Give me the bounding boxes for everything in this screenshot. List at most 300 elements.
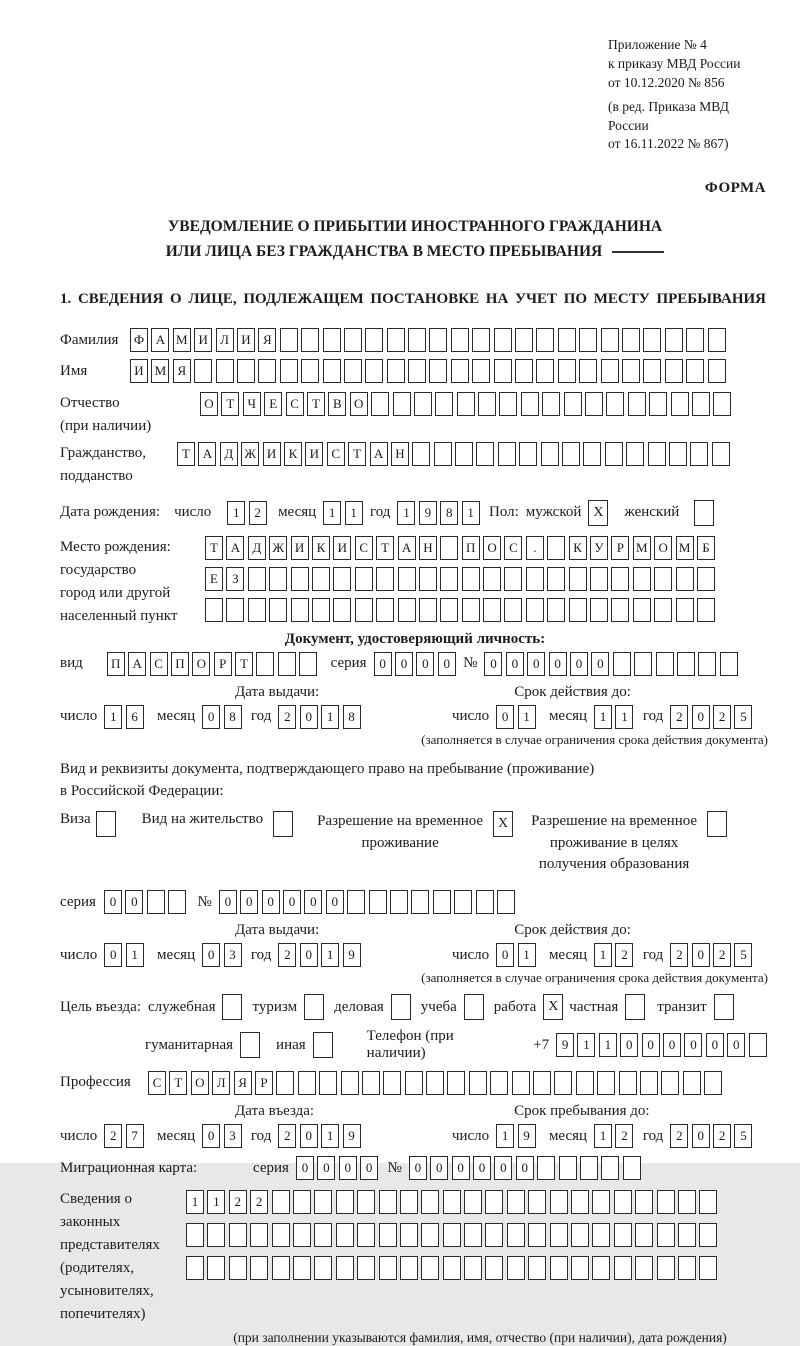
char-cell[interactable]: 3 [224,1124,242,1148]
char-cell[interactable] [692,392,710,416]
char-cell[interactable] [649,392,667,416]
char-cell[interactable]: 1 [321,1124,339,1148]
char-cell[interactable] [654,598,672,622]
char-cell[interactable]: 1 [518,705,536,729]
char-cell[interactable]: 1 [594,1124,612,1148]
birth-year-cells[interactable] [397,501,483,525]
char-cell[interactable] [592,1223,610,1247]
char-cell[interactable] [580,1156,598,1180]
char-cell[interactable]: 9 [419,501,437,525]
char-cell[interactable] [515,359,533,383]
char-cell[interactable] [256,652,274,676]
char-cell[interactable] [571,1190,589,1214]
char-cell[interactable]: М [151,359,169,383]
char-cell[interactable] [186,1256,204,1280]
char-cell[interactable] [605,442,623,466]
char-cell[interactable] [400,1190,418,1214]
char-cell[interactable]: 0 [527,652,545,676]
char-cell[interactable]: 1 [518,943,536,967]
purpose-delovaya-checkbox[interactable] [391,994,411,1020]
char-cell[interactable] [371,392,389,416]
purpose-gumanitarnaya-checkbox[interactable] [240,1032,260,1058]
char-cell[interactable]: 2 [250,1190,268,1214]
char-cell[interactable]: С [148,1071,166,1095]
profession-cells[interactable] [148,1071,726,1095]
char-cell[interactable] [614,1256,632,1280]
iddoc-number-cells[interactable] [484,652,741,676]
char-cell[interactable]: 2 [615,943,633,967]
char-cell[interactable]: Т [307,392,325,416]
char-cell[interactable] [669,442,687,466]
char-cell[interactable]: 5 [734,1124,752,1148]
char-cell[interactable] [597,1071,615,1095]
char-cell[interactable] [640,1071,658,1095]
char-cell[interactable]: 1 [207,1190,225,1214]
char-cell[interactable] [362,1071,380,1095]
char-cell[interactable] [528,1190,546,1214]
char-cell[interactable] [440,567,458,591]
char-cell[interactable]: Д [220,442,238,466]
char-cell[interactable] [472,328,490,352]
char-cell[interactable]: 0 [430,1156,448,1180]
char-cell[interactable]: 0 [360,1156,378,1180]
char-cell[interactable]: А [226,536,244,560]
char-cell[interactable] [483,567,501,591]
char-cell[interactable] [537,1156,555,1180]
char-cell[interactable] [411,890,429,914]
stay-month-cells[interactable] [594,1124,637,1148]
char-cell[interactable] [464,1223,482,1247]
char-cell[interactable]: А [151,328,169,352]
char-cell[interactable]: 0 [317,1156,335,1180]
char-cell[interactable] [686,328,704,352]
char-cell[interactable]: Ж [269,536,287,560]
char-cell[interactable] [708,328,726,352]
char-cell[interactable] [447,1071,465,1095]
char-cell[interactable]: Т [348,442,366,466]
permit-visa-checkbox[interactable] [96,811,116,837]
char-cell[interactable] [590,598,608,622]
char-cell[interactable]: Т [221,392,239,416]
char-cell[interactable] [455,442,473,466]
char-cell[interactable] [421,1223,439,1247]
char-cell[interactable]: 0 [300,705,318,729]
char-cell[interactable] [205,598,223,622]
entry-month-cells[interactable] [202,1124,245,1148]
char-cell[interactable] [333,567,351,591]
char-cell[interactable] [207,1256,225,1280]
permit-rvp-edu-checkbox[interactable] [707,811,727,837]
char-cell[interactable]: И [305,442,323,466]
char-cell[interactable] [583,442,601,466]
char-cell[interactable]: 0 [516,1156,534,1180]
char-cell[interactable] [536,359,554,383]
char-cell[interactable] [677,652,695,676]
char-cell[interactable] [507,1223,525,1247]
char-cell[interactable]: 1 [104,705,122,729]
char-cell[interactable] [421,1190,439,1214]
char-cell[interactable] [521,392,539,416]
char-cell[interactable]: 0 [409,1156,427,1180]
char-cell[interactable] [301,328,319,352]
char-cell[interactable]: 0 [374,652,392,676]
char-cell[interactable] [626,442,644,466]
permit-issue-year-cells[interactable] [278,943,364,967]
iddoc-valid-year-cells[interactable] [670,705,756,729]
char-cell[interactable]: 2 [615,1124,633,1148]
iddoc-issue-day-cells[interactable] [104,705,147,729]
char-cell[interactable] [365,328,383,352]
char-cell[interactable] [656,652,674,676]
char-cell[interactable]: 3 [224,943,242,967]
birthplace-cells-row1[interactable] [205,536,718,560]
char-cell[interactable] [454,890,472,914]
birthplace-cells-row3[interactable] [205,598,718,622]
char-cell[interactable]: 0 [283,890,301,914]
char-cell[interactable] [357,1256,375,1280]
char-cell[interactable]: О [192,652,210,676]
char-cell[interactable]: С [327,442,345,466]
char-cell[interactable] [554,1071,572,1095]
char-cell[interactable] [405,1071,423,1095]
char-cell[interactable]: 0 [104,890,122,914]
char-cell[interactable] [699,1190,717,1214]
char-cell[interactable] [216,359,234,383]
char-cell[interactable] [590,567,608,591]
char-cell[interactable]: 0 [684,1033,702,1057]
char-cell[interactable]: Т [376,536,394,560]
char-cell[interactable] [379,1256,397,1280]
char-cell[interactable]: 1 [345,501,363,525]
char-cell[interactable] [379,1223,397,1247]
char-cell[interactable]: 1 [496,1124,514,1148]
char-cell[interactable] [494,359,512,383]
name-cells[interactable] [130,359,729,383]
char-cell[interactable] [571,1256,589,1280]
char-cell[interactable] [390,890,408,914]
char-cell[interactable] [312,598,330,622]
char-cell[interactable]: 0 [484,652,502,676]
char-cell[interactable]: Р [255,1071,273,1095]
char-cell[interactable] [472,359,490,383]
char-cell[interactable]: А [398,536,416,560]
char-cell[interactable]: 0 [452,1156,470,1180]
char-cell[interactable] [628,392,646,416]
char-cell[interactable] [564,392,582,416]
char-cell[interactable] [585,392,603,416]
char-cell[interactable] [435,392,453,416]
char-cell[interactable]: С [355,536,373,560]
char-cell[interactable] [341,1071,359,1095]
char-cell[interactable] [497,890,515,914]
char-cell[interactable] [614,1190,632,1214]
char-cell[interactable]: 0 [642,1033,660,1057]
char-cell[interactable] [280,359,298,383]
char-cell[interactable] [383,1071,401,1095]
char-cell[interactable]: 0 [692,943,710,967]
char-cell[interactable]: 2 [104,1124,122,1148]
char-cell[interactable] [643,359,661,383]
char-cell[interactable] [250,1256,268,1280]
char-cell[interactable] [657,1223,675,1247]
char-cell[interactable] [541,442,559,466]
char-cell[interactable]: М [173,328,191,352]
char-cell[interactable] [498,442,516,466]
char-cell[interactable] [462,567,480,591]
char-cell[interactable]: 5 [734,943,752,967]
char-cell[interactable]: Н [391,442,409,466]
char-cell[interactable] [515,328,533,352]
char-cell[interactable] [357,1223,375,1247]
char-cell[interactable]: 2 [670,705,688,729]
char-cell[interactable]: 0 [304,890,322,914]
char-cell[interactable]: 0 [506,652,524,676]
char-cell[interactable] [464,1256,482,1280]
char-cell[interactable] [433,890,451,914]
char-cell[interactable]: П [462,536,480,560]
purpose-inaya-checkbox[interactable] [313,1032,333,1058]
char-cell[interactable] [319,1071,337,1095]
legal-rep-cells-row2[interactable] [186,1223,721,1247]
char-cell[interactable] [323,359,341,383]
char-cell[interactable]: С [504,536,522,560]
char-cell[interactable]: 9 [343,943,361,967]
char-cell[interactable] [606,392,624,416]
char-cell[interactable]: 0 [125,890,143,914]
char-cell[interactable] [476,442,494,466]
char-cell[interactable]: 1 [462,501,480,525]
char-cell[interactable] [547,598,565,622]
char-cell[interactable] [400,1223,418,1247]
char-cell[interactable] [248,567,266,591]
char-cell[interactable] [314,1190,332,1214]
char-cell[interactable]: 2 [278,705,296,729]
char-cell[interactable]: Б [697,536,715,560]
char-cell[interactable] [291,598,309,622]
phone-cells[interactable] [556,1033,770,1057]
char-cell[interactable] [550,1190,568,1214]
char-cell[interactable]: О [350,392,368,416]
char-cell[interactable] [376,598,394,622]
char-cell[interactable] [547,536,565,560]
char-cell[interactable]: 0 [202,943,220,967]
permit-vnzh-checkbox[interactable] [273,811,293,837]
char-cell[interactable]: 0 [494,1156,512,1180]
char-cell[interactable] [526,567,544,591]
char-cell[interactable]: Я [173,359,191,383]
char-cell[interactable]: 9 [518,1124,536,1148]
sex-male-checkbox[interactable]: X [588,500,608,526]
char-cell[interactable] [301,359,319,383]
char-cell[interactable] [671,392,689,416]
entry-year-cells[interactable] [278,1124,364,1148]
entry-day-cells[interactable] [104,1124,147,1148]
char-cell[interactable] [333,598,351,622]
char-cell[interactable] [421,1256,439,1280]
char-cell[interactable]: Р [611,536,629,560]
char-cell[interactable] [542,392,560,416]
char-cell[interactable]: 9 [556,1033,574,1057]
char-cell[interactable] [558,359,576,383]
iddoc-valid-month-cells[interactable] [594,705,637,729]
permit-valid-month-cells[interactable] [594,943,637,967]
char-cell[interactable] [457,392,475,416]
char-cell[interactable] [571,1223,589,1247]
permit-valid-year-cells[interactable] [670,943,756,967]
birth-day-cells[interactable] [227,501,270,525]
permit-valid-day-cells[interactable] [496,943,539,967]
char-cell[interactable] [408,328,426,352]
char-cell[interactable]: П [171,652,189,676]
char-cell[interactable]: 0 [591,652,609,676]
char-cell[interactable] [558,328,576,352]
char-cell[interactable]: 0 [296,1156,314,1180]
char-cell[interactable]: Е [205,567,223,591]
purpose-sluzhebnaya-checkbox[interactable] [222,994,242,1020]
char-cell[interactable] [365,359,383,383]
char-cell[interactable] [698,652,716,676]
purpose-chastnaya-checkbox[interactable] [625,994,645,1020]
char-cell[interactable]: Д [248,536,266,560]
char-cell[interactable]: Я [234,1071,252,1095]
char-cell[interactable]: 2 [229,1190,247,1214]
char-cell[interactable] [749,1033,767,1057]
iddoc-issue-month-cells[interactable] [202,705,245,729]
char-cell[interactable]: 2 [670,1124,688,1148]
char-cell[interactable] [676,598,694,622]
char-cell[interactable]: М [676,536,694,560]
char-cell[interactable]: А [370,442,388,466]
char-cell[interactable] [676,567,694,591]
char-cell[interactable]: И [291,536,309,560]
char-cell[interactable] [713,392,731,416]
char-cell[interactable] [592,1190,610,1214]
char-cell[interactable] [678,1223,696,1247]
char-cell[interactable] [526,598,544,622]
char-cell[interactable] [699,1256,717,1280]
char-cell[interactable] [601,328,619,352]
char-cell[interactable] [272,1223,290,1247]
char-cell[interactable] [661,1071,679,1095]
char-cell[interactable] [229,1256,247,1280]
char-cell[interactable]: 0 [300,1124,318,1148]
char-cell[interactable]: Ж [241,442,259,466]
char-cell[interactable] [314,1256,332,1280]
char-cell[interactable]: Т [235,652,253,676]
legal-rep-cells-row3[interactable] [186,1256,721,1280]
char-cell[interactable]: 2 [713,943,731,967]
char-cell[interactable]: А [128,652,146,676]
char-cell[interactable] [440,536,458,560]
char-cell[interactable] [704,1071,722,1095]
char-cell[interactable] [278,652,296,676]
char-cell[interactable] [569,598,587,622]
char-cell[interactable]: 0 [339,1156,357,1180]
char-cell[interactable] [485,1190,503,1214]
char-cell[interactable] [654,567,672,591]
char-cell[interactable]: 0 [326,890,344,914]
char-cell[interactable]: 0 [496,943,514,967]
char-cell[interactable]: К [569,536,587,560]
surname-cells[interactable] [130,328,729,352]
char-cell[interactable]: 8 [440,501,458,525]
char-cell[interactable] [226,598,244,622]
char-cell[interactable] [720,652,738,676]
char-cell[interactable] [678,1190,696,1214]
char-cell[interactable] [400,1256,418,1280]
char-cell[interactable] [507,1256,525,1280]
char-cell[interactable]: 2 [670,943,688,967]
char-cell[interactable] [643,328,661,352]
char-cell[interactable] [623,1156,641,1180]
char-cell[interactable] [229,1223,247,1247]
char-cell[interactable] [648,442,666,466]
char-cell[interactable] [576,1071,594,1095]
char-cell[interactable]: К [284,442,302,466]
char-cell[interactable] [355,567,373,591]
char-cell[interactable]: 0 [549,652,567,676]
char-cell[interactable] [344,328,362,352]
char-cell[interactable] [622,359,640,383]
char-cell[interactable]: 1 [599,1033,617,1057]
char-cell[interactable]: О [654,536,672,560]
char-cell[interactable] [387,328,405,352]
char-cell[interactable] [186,1223,204,1247]
char-cell[interactable] [347,890,365,914]
char-cell[interactable] [426,1071,444,1095]
char-cell[interactable]: С [286,392,304,416]
migcard-number-cells[interactable] [409,1156,644,1180]
char-cell[interactable]: 2 [713,1124,731,1148]
char-cell[interactable] [298,1071,316,1095]
char-cell[interactable]: Я [258,328,276,352]
iddoc-series-cells[interactable] [374,652,460,676]
char-cell[interactable] [369,890,387,914]
permit-series-cells[interactable] [104,890,190,914]
char-cell[interactable]: 1 [186,1190,204,1214]
char-cell[interactable]: А [198,442,216,466]
char-cell[interactable]: 0 [620,1033,638,1057]
char-cell[interactable]: 8 [224,705,242,729]
char-cell[interactable]: 8 [343,705,361,729]
char-cell[interactable] [559,1156,577,1180]
char-cell[interactable] [592,1256,610,1280]
purpose-ucheba-checkbox[interactable] [464,994,484,1020]
char-cell[interactable] [276,1071,294,1095]
char-cell[interactable]: И [130,359,148,383]
char-cell[interactable]: 6 [126,705,144,729]
char-cell[interactable] [519,442,537,466]
citizenship-cells[interactable] [177,442,733,466]
char-cell[interactable] [299,652,317,676]
purpose-turizm-checkbox[interactable] [304,994,324,1020]
char-cell[interactable] [478,392,496,416]
char-cell[interactable] [622,328,640,352]
char-cell[interactable]: 0 [438,652,456,676]
char-cell[interactable] [690,442,708,466]
char-cell[interactable] [379,1190,397,1214]
char-cell[interactable] [476,890,494,914]
stay-year-cells[interactable] [670,1124,756,1148]
char-cell[interactable]: П [107,652,125,676]
char-cell[interactable]: 0 [262,890,280,914]
char-cell[interactable]: 0 [219,890,237,914]
char-cell[interactable] [314,1223,332,1247]
purpose-tranzit-checkbox[interactable] [714,994,734,1020]
char-cell[interactable]: 0 [202,705,220,729]
char-cell[interactable] [147,890,165,914]
char-cell[interactable] [414,392,432,416]
